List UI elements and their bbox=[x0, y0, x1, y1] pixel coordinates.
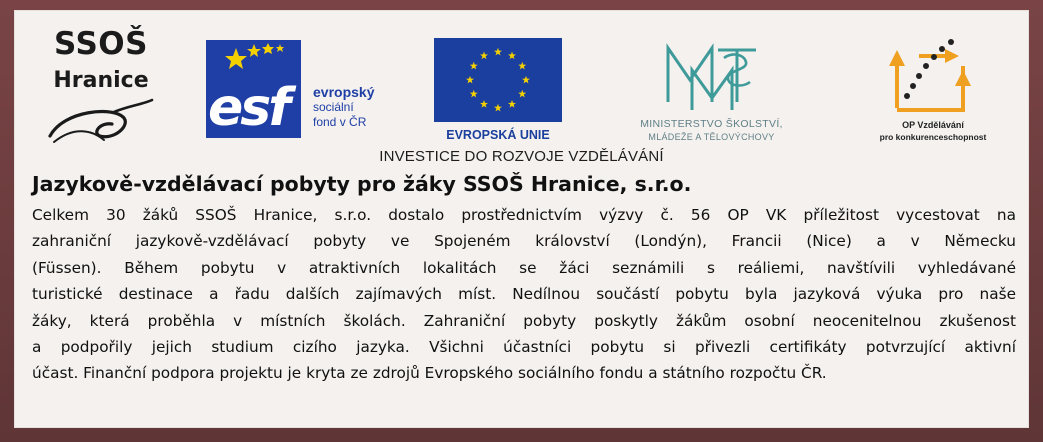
ssos-swoosh-icon bbox=[44, 96, 158, 148]
body-line: a podpořily jejich studium cizího jazyka. Všichni účastníci pobytu si přivezli certifikáty potvrzující aktivní bbox=[32, 338, 1016, 357]
eu-flag bbox=[434, 38, 562, 122]
eu-star bbox=[522, 76, 530, 84]
eu-star bbox=[470, 62, 478, 70]
op-vk-logo bbox=[869, 36, 987, 151]
esf-logo bbox=[206, 40, 406, 140]
document-card bbox=[14, 10, 1029, 428]
body-line: (Füssen). Během pobytu v atraktivních lokalitách se žáci seznámili s reáliemi, navštívili vyhledávané bbox=[32, 258, 1016, 277]
ssos-logo-line1: SSOŠ bbox=[54, 26, 148, 62]
eu-star bbox=[518, 90, 526, 98]
op-line1: OP Vzdělávání bbox=[902, 120, 964, 130]
esf-logo-block bbox=[206, 40, 301, 138]
tagline: INVESTICE DO ROZVOJE VZDĚLÁVÁNÍ bbox=[379, 148, 664, 165]
msmt-logo bbox=[604, 40, 819, 150]
msmt-line1: MINISTERSTVO ŠKOLSTVÍ, bbox=[640, 118, 783, 130]
esf-line3: fond v ČR bbox=[313, 115, 367, 129]
body-line: účast. Finanční podpora projektu je kryta ze zdrojů Evropského sociálního fondu a státního rozpočtu ČR. bbox=[32, 364, 827, 383]
msmt-monogram-icon bbox=[662, 40, 762, 112]
eu-star bbox=[480, 52, 488, 60]
eu-star bbox=[508, 52, 516, 60]
op-arrows-icon bbox=[879, 36, 979, 118]
article-title: Jazykově-vzdělávací pobyty pro žáky SSOŠ Hranice, s.r.o. bbox=[32, 172, 692, 196]
eu-star bbox=[470, 90, 478, 98]
esf-wordmark: esf bbox=[208, 78, 288, 138]
msmt-line2: MLÁDEŽE A TĚLOVÝCHOVY bbox=[648, 132, 775, 142]
article-body bbox=[32, 202, 1016, 387]
body-line: turistické destinace a řadu dalších zajímavých míst. Nedílnou součástí pobytu byla jazyková výuka pro naše bbox=[32, 285, 1016, 304]
ssos-logo-line2: Hranice bbox=[53, 68, 149, 93]
eu-label: EVROPSKÁ UNIE bbox=[446, 128, 550, 142]
eu-logo bbox=[434, 38, 562, 146]
eu-star bbox=[494, 104, 502, 112]
esf-line1: evropský bbox=[313, 84, 375, 100]
esf-logo-text bbox=[313, 84, 374, 130]
eu-star bbox=[518, 62, 526, 70]
body-line: zahraniční jazykově-vzdělávací pobyty ve Spojeném království (Londýn), Francii (Nice) a v Německu bbox=[32, 232, 1016, 251]
ssos-hranice-logo bbox=[40, 24, 162, 149]
eu-star bbox=[480, 100, 488, 108]
eu-star bbox=[466, 76, 474, 84]
eu-stars-flag-icon bbox=[434, 38, 562, 122]
body-line: žáky, která proběhla v místních školách. Zahraniční pobyty poskytly žákům osobní neocenitelnou zkušenost bbox=[32, 311, 1016, 330]
eu-star bbox=[494, 48, 502, 56]
esf-stars-icon bbox=[206, 40, 301, 80]
esf-line2: sociální bbox=[313, 100, 354, 114]
op-line2: pro konkurenceschopnost bbox=[879, 132, 987, 142]
body-line: Celkem 30 žáků SSOŠ Hranice, s.r.o. dostalo prostřednictvím výzvy č. 56 OP VK příležitost vycestovat na bbox=[32, 206, 1016, 224]
eu-star bbox=[508, 100, 516, 108]
